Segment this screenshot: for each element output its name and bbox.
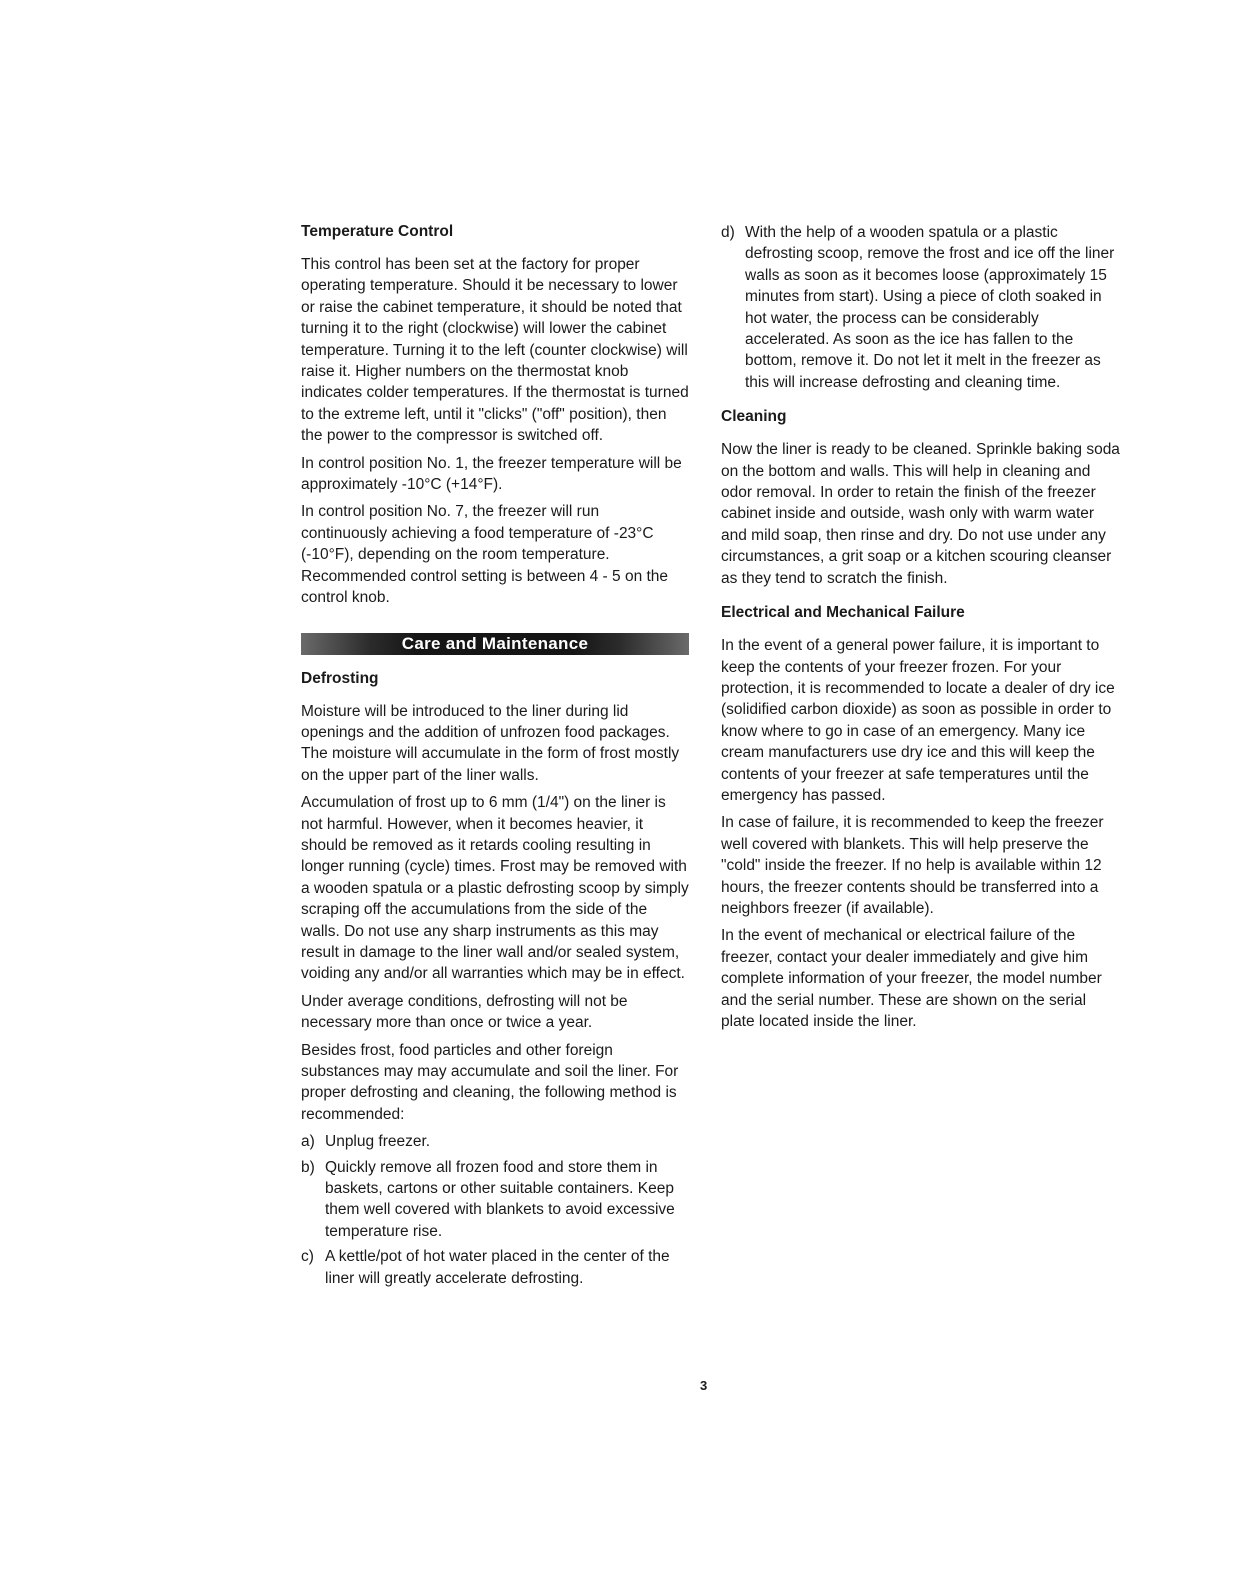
list-item (301, 1246, 689, 1289)
cleaning-paragraph: Now the liner is ready to be cleaned. Sprinkle baking soda on the bottom and walls. This will help in cleaning and odor removal. In order to retain the finish of the freezer cabinet inside and outside, wash only with warm water and mild soap, then rinse and dry. Do not use under any circumstances, a grit soap or a kitchen scouring cleanser as they tend to scratch the finish. (721, 441, 1120, 587)
list-item (721, 222, 1121, 393)
list-item (301, 1131, 689, 1152)
list-text: Quickly remove all frozen food and store them in baskets, cartons or other suitable containers. Keep them well covered with blankets to avoid excessive temperature rise. (325, 1158, 675, 1240)
defrosting-heading: Defrosting (301, 669, 379, 687)
list-marker: c) (301, 1248, 314, 1266)
defrosting-steps-continued (721, 222, 1121, 393)
left-column (301, 222, 689, 1293)
cleaning-heading: Cleaning (721, 408, 787, 426)
defrosting-paragraph-method: Besides frost, food particles and other foreign substances may may accumulate and soil the liner. For proper defrosting and cleaning, the following method is recommended: (301, 1041, 679, 1123)
control-position-1-paragraph: In control position No. 1, the freezer temperature will be approximately -10°C (+14°F). (301, 454, 682, 494)
right-column (721, 222, 1121, 1038)
page-number: 3 (700, 1378, 708, 1393)
failure-paragraph-dealer: In the event of mechanical or electrical failure of the freezer, contact your dealer immediately and give him complete information of your freezer, the model number and the serial number. These are shown on the serial plate located inside the liner. (721, 927, 1102, 1030)
list-text: Unplug freezer. (325, 1133, 431, 1151)
list-marker: d) (721, 224, 735, 241)
temperature-control-heading: Temperature Control (301, 223, 454, 240)
list-marker: b) (301, 1158, 315, 1176)
temperature-control-paragraph: This control has been set at the factory for proper operating temperature. Should it be necessary to lower or raise the cabinet temperature, it should be noted that turning it to the right (clockwise) will lower the cabinet temperature. Turning it to the left (counter clockwise) will raise it. Higher numbers on the thermostat knob indicates colder temperatures. If the thermostat is turned to the extreme left, until it "clicks" ("off" position), then the power to the compressor is switched off. (301, 256, 689, 445)
list-text: A kettle/pot of hot water placed in the center of the liner will greatly accelerate defrosting. (325, 1248, 670, 1287)
list-marker: a) (301, 1133, 315, 1151)
care-and-maintenance-banner (301, 633, 689, 655)
failure-paragraph-power: In the event of a general power failure, it is important to keep the contents of your freezer frozen. For your protection, it is recommended to locate a dealer of dry ice (solidified carbon dioxide) as soon as possible in order to know where to go in case of an emergency. Many ice cream manufacturers use dry ice and this will keep the contents of your freezer at safe temperatures until the emergency has passed. (721, 637, 1115, 804)
defrosting-paragraph-moisture: Moisture will be introduced to the liner during lid openings and the addition of unfrozen food packages. The moisture will accumulate in the form of frost mostly on the upper part of the liner walls. (301, 702, 680, 784)
list-item (301, 1157, 689, 1243)
failure-paragraph-blankets: In case of failure, it is recommended to keep the freezer well covered with blankets. This will help preserve the "cold" inside the freezer. If no help is available within 12 hours, the freezer contents should be transferred into a neighbors freezer (if available). (721, 814, 1104, 917)
list-text: With the help of a wooden spatula or a plastic defrosting scoop, remove the frost and ice off the liner walls as soon as it becomes loose (approximately 15 minutes from start). Using a piece of cloth soaked in hot water, the process can be considerably accelerated. As soon as the ice has fallen to the bottom, remove it. Do not let it melt in the freezer as this will increase defrosting and cleaning time. (745, 224, 1115, 391)
defrosting-steps-list (301, 1131, 689, 1289)
control-position-7-paragraph: In control position No. 7, the freezer will run continuously achieving a food temperature of -23°C (-10°F), depending on the room temperature. Recommended control setting is between 4 - 5 on the control knob. (301, 503, 669, 607)
defrosting-paragraph-accumulation: Accumulation of frost up to 6 mm (1/4") on the liner is not harmful. However, when it becomes heavier, it should be removed as it retards cooling resulting in longer running (cycle) times. Frost may be removed with a wooden spatula or a plastic defrosting scoop by simply scraping off the accumulations from the side of the walls. Do not use any sharp instruments as this may result in damage to the liner wall and/or sealed system, voiding any and/or all warranties which may be in effect. (301, 794, 689, 983)
failure-heading: Electrical and Mechanical Failure (721, 604, 965, 622)
banner-title: Care and Maintenance (401, 633, 589, 653)
defrosting-paragraph-frequency: Under average conditions, defrosting will not be necessary more than once or twice a year. (301, 992, 628, 1032)
